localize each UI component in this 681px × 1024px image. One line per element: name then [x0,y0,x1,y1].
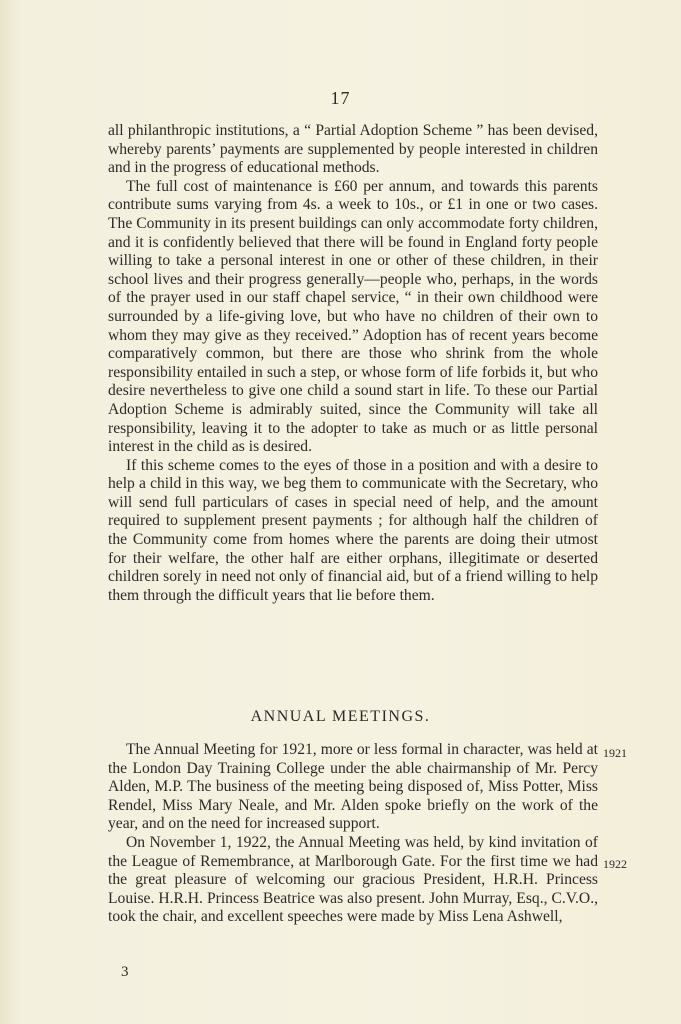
paragraph-scheme-appeal: If this scheme comes to the eyes of those in a position and with a desire to help a child in this way, we beg them to communicate with the Secretary, who will send full particulars of cases in special need of help, and the amount required to supplement present payments ; for although half the children of the Community come from homes where the parents are doing their utmost for their welfare, the other half are either orphans, illegitimate or deserted children sorely in need not only of financial aid, but of a friend willing to help them through the difficult years that lie before them. [108,456,598,604]
margin-note-1922: 1922 [603,857,627,871]
signature-mark: 3 [121,964,129,980]
margin-note-1921: 1921 [603,746,627,760]
body-text-meetings [108,741,598,927]
paragraph-meeting-1921: The Annual Meeting for 1921, more or less formal in character, was held at the London Day Training College under the able chairmanship of Mr. Percy Alden, M.P. The business of the meeting being disposed of, Miss Potter, Miss Rendel, Miss Mary Neale, and Mr. Alden spoke briefly on the work of the year, and on the need for increased support. [108,741,598,833]
paragraph-meeting-1922: On November 1, 1922, the Annual Meeting was held, by kind invitation of the League of Remembrance, at Marlborough Gate. For the first time we had the great pleasure of welcoming our gracious President, H.R.H. Princess Louise. H.R.H. Princess Beatrice was also present. John Murray, Esq., C.V.O., took the chair, and excellent speeches were made by Miss Lena Ashwell, [108,833,598,926]
section-heading: ANNUAL MEETINGS. [250,708,431,725]
page-number: 17 [330,88,351,108]
paragraph-maintenance-cost: The full cost of maintenance is £60 per annum, and towards this parents contribute sums varying from 4s. a week to 10s., or £1 in one or two cases. The Community in its present buildings can only accommodate forty children, and it is confidently believed that there will be found in England forty people willing to take a personal interest in one or other of these children, in their school lives and their progress generally—people who, perhaps, in the words of the prayer used in our staff chapel service, “ in their own childhood were surrounded by a life-giving love, but who have no children of their own to whom they may give as they received.” Adoption has of recent years become comparatively common, but there are those who shrink from the whole responsibility entailed in such a step, or whose form of life forbids it, but who desire nevertheless to give one child a sound start in life. To these our Partial Adoption Scheme is admirably suited, since the Community will take all responsibility, leaving it to the adopter to take as much or as little personal interest in the child as is desired. [108,177,598,456]
paragraph-continuation: all philanthropic institutions, a “ Partial Adoption Scheme ” has been devised, whereby parents’ payments are supplemented by people interested in children and in the progress of educational methods. [108,122,598,177]
body-text-top [108,122,598,605]
